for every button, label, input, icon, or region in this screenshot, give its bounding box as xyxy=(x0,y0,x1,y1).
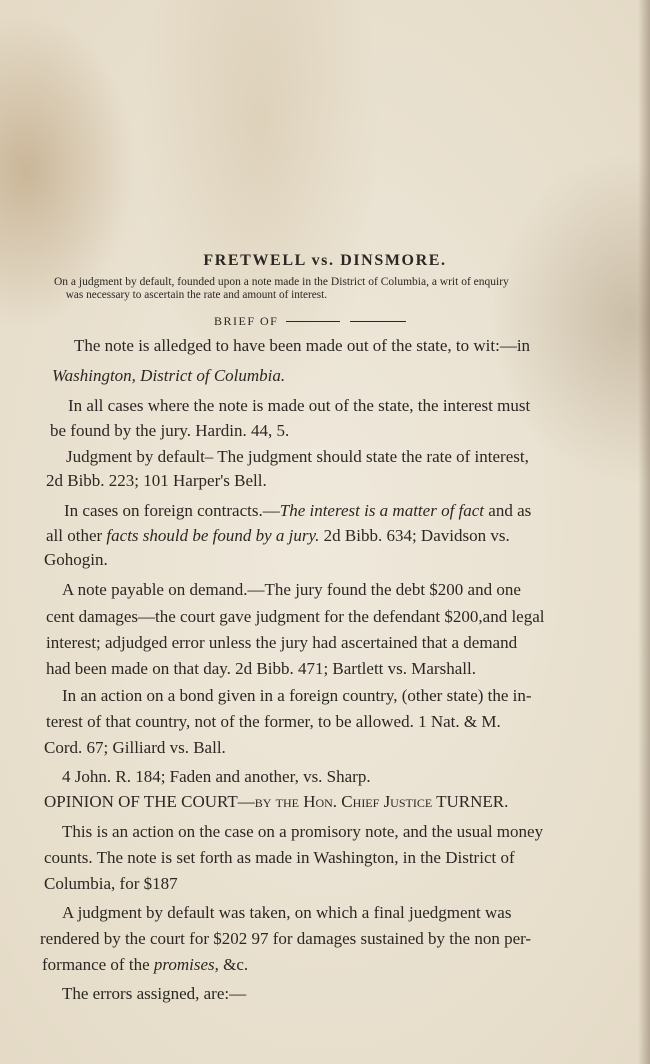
text-run: In cases on foreign contracts.— xyxy=(64,501,280,520)
text-run: interest; adjudged error unless the jury had ascertained that a demand xyxy=(46,633,518,652)
text-run: 2d Bibb. 634; Davidson vs. xyxy=(319,526,510,545)
headnote-line: On a judgment by default, founded upon a note made in the District of Columbia, a writ of enquiry xyxy=(54,276,509,288)
text-line xyxy=(46,471,267,491)
brief-blank-rule xyxy=(350,321,406,322)
text-run: 2d Bibb. 223; 101 Harper's Bell. xyxy=(46,471,267,490)
text-run: be found by the jury. Hardin. 44, 5. xyxy=(50,421,290,440)
text-line xyxy=(62,822,543,842)
text-line xyxy=(50,421,289,441)
text-run: and as xyxy=(484,501,532,520)
headnote xyxy=(54,276,614,302)
text-run: had been made on that day. 2d Bibb. 471; Bartlett vs. Marshall. xyxy=(46,659,476,678)
text-line xyxy=(42,955,248,975)
text-run: cent damages—the court gave judgment for the defendant $200,and legal xyxy=(46,607,545,626)
text-run: Judgment by default– The judgment should state the rate of interest, xyxy=(66,447,529,466)
text-run: &c. xyxy=(218,955,249,974)
text-run: In all cases where the note is made out of the state, the interest must xyxy=(68,396,531,415)
text-run: A judgment by default was taken, on which a final juedgment was xyxy=(62,903,512,922)
text-line xyxy=(46,607,545,627)
text-line xyxy=(68,396,530,416)
text-run: In an action on a bond given in a foreign country, (other state) the in- xyxy=(62,686,532,705)
text-line xyxy=(46,526,510,546)
text-run: counts. The note is set forth as made in Washington, in the District of xyxy=(44,848,515,867)
text-line xyxy=(44,738,226,758)
text-line xyxy=(74,336,530,356)
text-line xyxy=(62,767,371,787)
text-line xyxy=(62,984,246,1004)
text-run: A note payable on demand.—The jury found the debt $200 and one xyxy=(62,580,521,599)
text-line xyxy=(52,366,285,386)
text-run: terest of that country, not of the former, to be allowed. 1 Nat. & M. xyxy=(46,712,501,731)
text-line xyxy=(44,874,178,894)
brief-label: BRIEF OF xyxy=(214,314,279,328)
italic-run: promises, xyxy=(153,955,219,974)
italic-run: Washington, District of Columbia. xyxy=(52,366,286,385)
text-run: Cord. 67; Gilliard vs. Ball. xyxy=(44,738,226,757)
smallcaps-run: by the Hon. Chief Justice xyxy=(254,792,433,811)
text-run: TURNER. xyxy=(432,792,509,811)
text-run: all other xyxy=(46,526,107,545)
brief-blank-rule xyxy=(286,321,340,322)
text-run: This is an action on the case on a promisory note, and the usual money xyxy=(62,822,544,841)
text-run: rendered by the court for $202 97 for damages sustained by the non per- xyxy=(40,929,532,948)
headnote-line: was necessary to ascertain the rate and amount of interest. xyxy=(65,289,328,301)
text-line xyxy=(44,792,508,812)
italic-run: facts should be found by a jury. xyxy=(106,526,320,545)
text-line xyxy=(44,550,108,570)
text-line xyxy=(44,848,515,868)
text-line xyxy=(66,447,529,467)
text-run: OPINION OF THE COURT— xyxy=(44,792,255,811)
italic-run: The interest is a matter of fact xyxy=(279,501,485,520)
text-run: Columbia, for $187 xyxy=(44,874,178,893)
text-line xyxy=(46,659,476,679)
text-run: Gohogin. xyxy=(44,550,108,569)
text-line xyxy=(62,580,521,600)
text-line xyxy=(46,633,517,653)
text-line xyxy=(46,712,501,732)
text-line xyxy=(62,903,511,923)
text-run: 4 John. R. 184; Faden and another, vs. Sharp. xyxy=(62,767,371,786)
case-title: FRETWELL vs. DINSMORE. xyxy=(203,252,447,269)
text-run: formance of the xyxy=(42,955,154,974)
page-edge-shadow xyxy=(638,0,650,1064)
text-run: The note is alledged to have been made out of the state, to wit:—in xyxy=(74,336,531,355)
text-run: The errors assigned, are:— xyxy=(62,984,247,1003)
brief-heading xyxy=(214,314,406,329)
text-line xyxy=(64,501,531,521)
text-line xyxy=(62,686,532,706)
text-line xyxy=(40,929,531,949)
